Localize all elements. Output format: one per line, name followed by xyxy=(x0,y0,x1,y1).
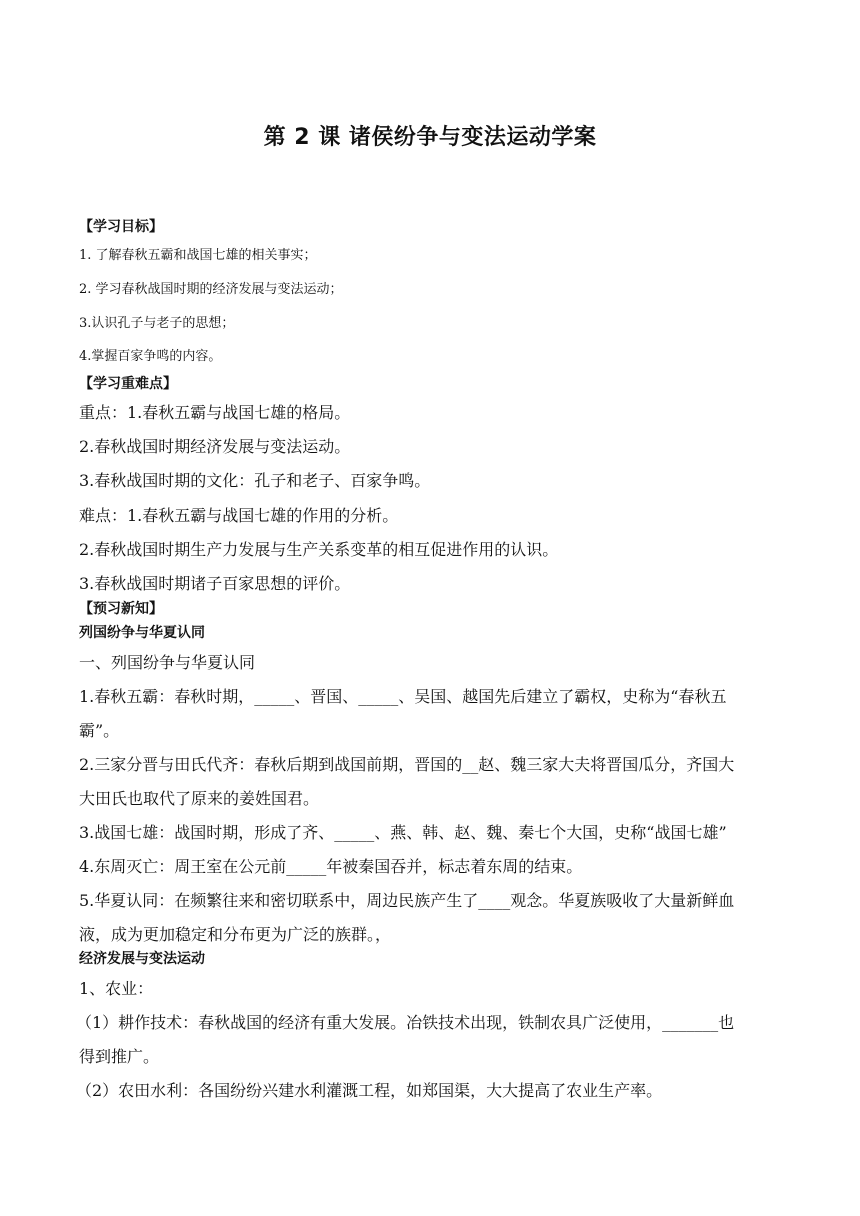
keypoint-item: 重点：1.春秋五霸与战国七雄的格局。 xyxy=(79,403,351,422)
preview-line: 大田氏也取代了原来的姜姓国君。 xyxy=(79,789,320,808)
keypoints-header: 【学习重难点】 xyxy=(79,376,177,392)
preview-line: 得到推广。 xyxy=(79,1047,160,1066)
keypoint-item: 难点：1.春秋五霸与战国七雄的作用的分析。 xyxy=(79,506,399,525)
goal-item: 1. 了解春秋五霸和战国七雄的相关事实； xyxy=(79,248,317,263)
preview-header: 【预习新知】 xyxy=(79,601,163,617)
preview-line: 4.东周灭亡：周王室在公元前_____年被秦国吞并，标志着东周的结束。 xyxy=(79,857,583,876)
goals-header: 【学习目标】 xyxy=(79,219,163,235)
keypoint-item: 3.春秋战国时期诸子百家思想的评价。 xyxy=(79,574,351,593)
preview-line: 3.战国七雄：战国时期，形成了齐、_____、燕、韩、赵、魏、秦七个大国，史称“战国七雄” xyxy=(79,823,727,842)
keypoint-item: 3.春秋战国时期的文化：孔子和老子、百家争鸣。 xyxy=(79,471,431,490)
section-title: 列国纷争与华夏认同 xyxy=(79,625,205,641)
preview-line: （2）农田水利：各国纷纷兴建水利灌溉工程，如郑国渠，大大提高了农业生产率。 xyxy=(76,1081,663,1100)
preview-line: 液，成为更加稳定和分布更为广泛的族群。， xyxy=(79,925,392,944)
preview-line: 2.三家分晋与田氏代齐：春秋后期到战国前期，晋国的__赵、魏三家大夫将晋国瓜分，齐国大 xyxy=(79,755,735,774)
page-title: 第 2 课 诸侯纷争与变法运动学案 xyxy=(263,125,597,150)
preview-line: 5.华夏认同：在频繁往来和密切联系中，周边民族产生了____观念。华夏族吸收了大量新鲜血 xyxy=(79,891,735,910)
keypoint-item: 2.春秋战国时期生产力发展与生产关系变革的相互促进作用的认识。 xyxy=(79,540,559,559)
goal-item: 4.掌握百家争鸣的内容。 xyxy=(79,349,222,364)
preview-line: 1.春秋五霸：春秋时期，_____、晋国、_____、吴国、越国先后建立了霸权，史称为“春秋五 xyxy=(79,687,727,706)
keypoint-item: 2.春秋战国时期经济发展与变法运动。 xyxy=(79,437,351,456)
preview-line: 霸”。 xyxy=(79,721,120,740)
section-title: 经济发展与变法运动 xyxy=(79,951,205,967)
preview-line: （1）耕作技术：春秋战国的经济有重大发展。冶铁技术出现，铁制农具广泛使用，_______也 xyxy=(76,1013,735,1032)
section-heading: 一、列国纷争与华夏认同 xyxy=(79,653,256,672)
goal-item: 3.认识孔子与老子的思想； xyxy=(79,316,235,331)
section-heading: 1、农业： xyxy=(79,979,154,998)
goal-item: 2. 学习春秋战国时期的经济发展与变法运动； xyxy=(79,282,343,297)
